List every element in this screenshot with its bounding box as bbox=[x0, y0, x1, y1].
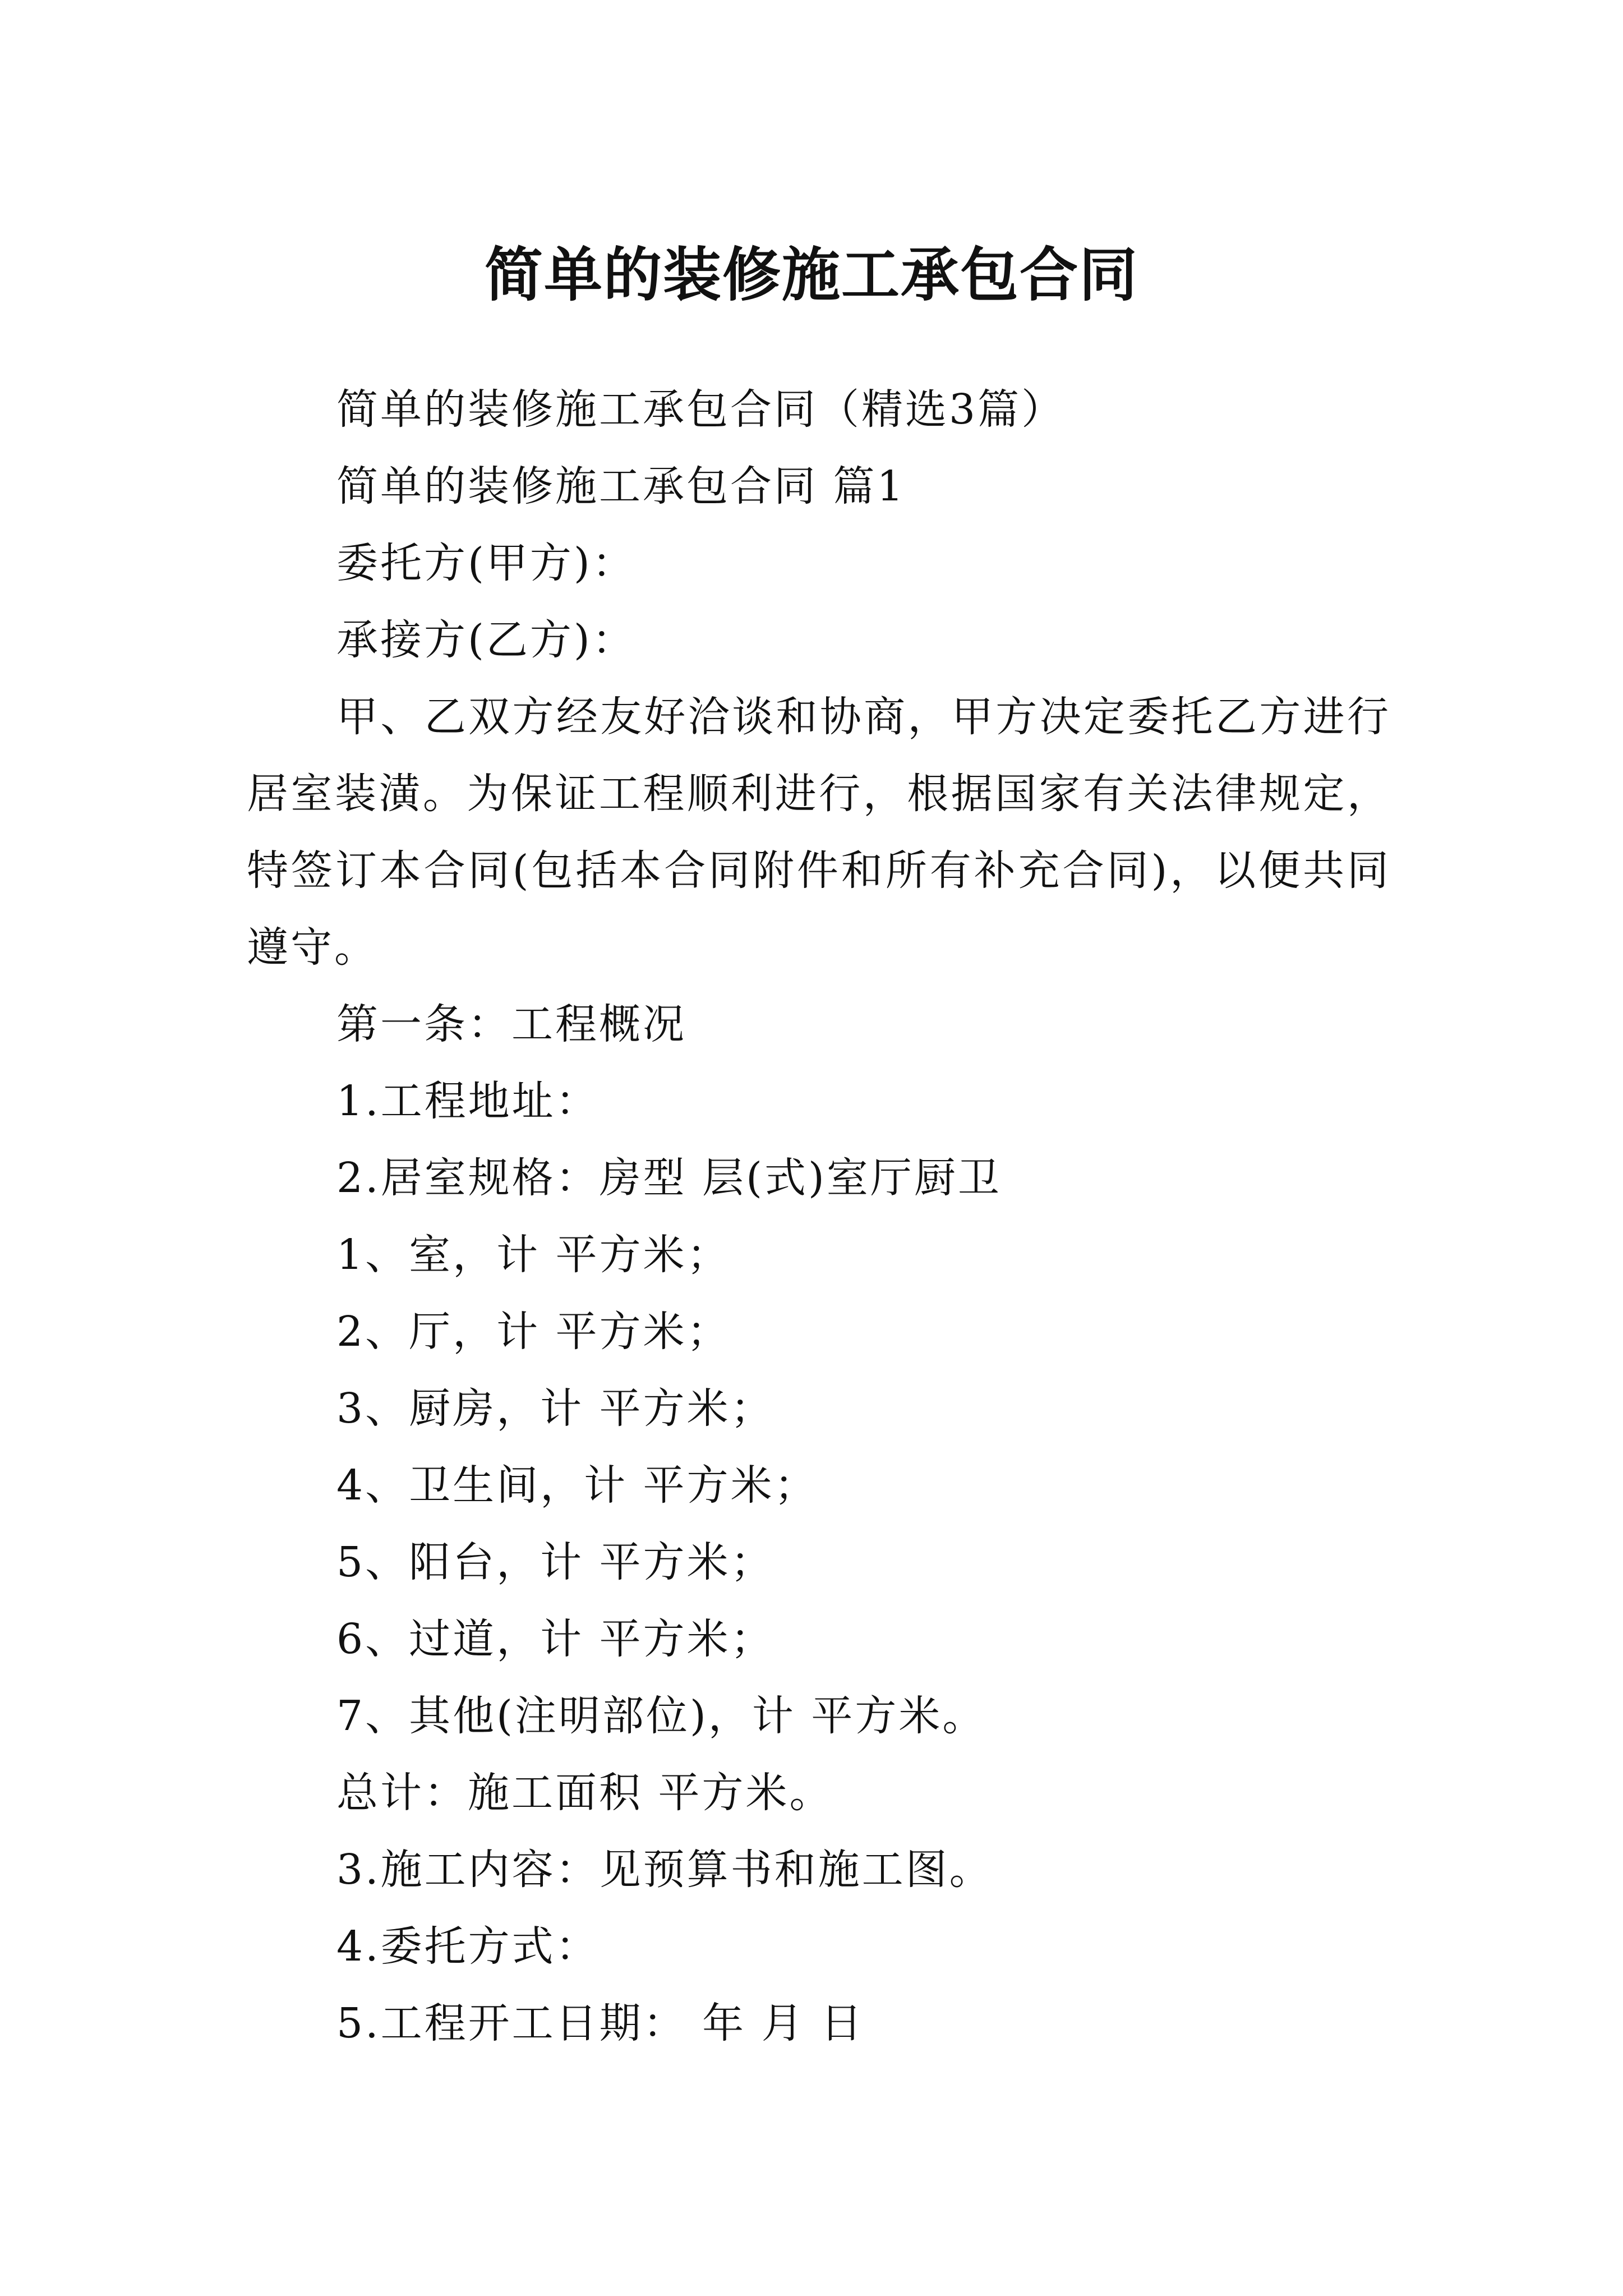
paragraph-corridor-item: 6、过道，计 平方米； bbox=[336, 1615, 774, 1663]
paragraph-article-1: 第一条：工程概况 bbox=[336, 1000, 686, 1048]
paragraph-room-spec: 2.居室规格：房型 层(式)室厅厨卫 bbox=[336, 1154, 1002, 1202]
document-body bbox=[247, 371, 1391, 2062]
paragraph-section-heading: 简单的装修施工承包合同 篇1 bbox=[336, 462, 906, 510]
paragraph-balcony-item: 5、阳台，计 平方米； bbox=[336, 1538, 774, 1586]
paragraph-party-a: 委托方(甲方)： bbox=[336, 539, 636, 587]
paragraph-start-date: 5.工程开工日期： 年 月 日 bbox=[336, 1999, 865, 2047]
paragraph-room-item: 1、室，计 平方米； bbox=[336, 1231, 731, 1279]
paragraph-bathroom-item: 4、卫生间，计 平方米； bbox=[336, 1461, 818, 1510]
paragraph-subtitle: 简单的装修施工承包合同（精选3篇） bbox=[336, 385, 1066, 434]
paragraph-other-item: 7、其他(注明部位)，计 平方米。 bbox=[336, 1692, 986, 1740]
paragraph-preamble: 甲、乙双方经友好洽谈和协商，甲方决定委托乙方进行居室装潢。为保证工程顺利进行，根据国家有关法律规定，特签订本合同(包括本合同附件和所有补充合同)，以便共同遵守。 bbox=[247, 693, 1391, 972]
paragraph-construction-content: 3.施工内容：见预算书和施工图。 bbox=[336, 1846, 993, 1894]
paragraph-party-b: 承接方(乙方)： bbox=[336, 616, 636, 664]
paragraph-total-area: 总计：施工面积 平方米。 bbox=[336, 1769, 833, 1817]
paragraph-address: 1.工程地址： bbox=[336, 1077, 600, 1125]
paragraph-hall-item: 2、厅，计 平方米； bbox=[336, 1308, 731, 1356]
document-title: 简单的装修施工承包合同 bbox=[484, 240, 1138, 309]
paragraph-commission-method: 4.委托方式： bbox=[336, 1922, 600, 1971]
paragraph-kitchen-item: 3、厨房，计 平方米； bbox=[336, 1384, 774, 1433]
